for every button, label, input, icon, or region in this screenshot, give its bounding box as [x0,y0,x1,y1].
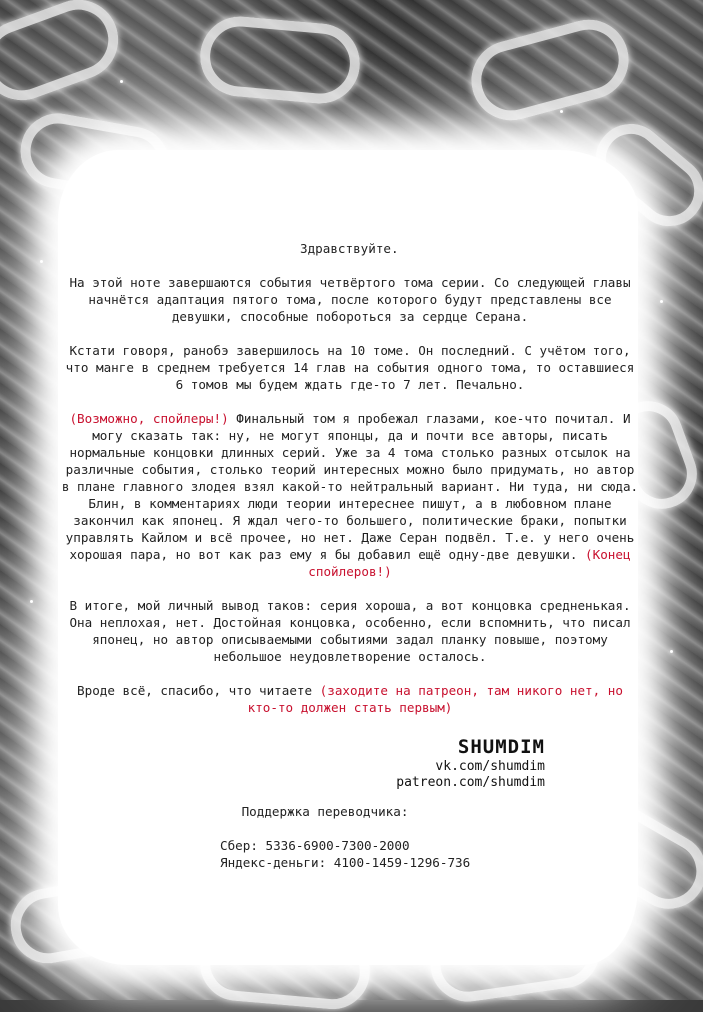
spoiler-text: Финальный том я пробежал глазами, кое-что почитал. И могу сказать так: ну, не могут японцы, да и почти все авторы, писать нормальные концовки длинных серий. Уже за 4 тома столько разных отсылок на различные события, столько теорий интересных можно было придумать, но автор в плане главного злодея взял какой-то нейтральный вариант. Ни туда, ни сюда. Блин, в комментариях люди теории интереснее пишут, а в любовном плане закончил как японец. Я ждал чего-то большего, политические браки, попытки управлять Кайлом и всё прочее, но нет. Даже Серан подвёл. Т.е. у него очень хорошая пара, но вот как раз ему я бы добавил ещё одну-две девушки. [61,411,639,562]
translator-note [60,240,640,733]
support-block [60,803,640,871]
paragraph-volume-end: На этой ноте завершаются события четвёртого тома серии. Со следующей главы начнётся адаптация пятого тома, после которого будут представлены все девушки, способные побороться за сердце Серана. [69,275,631,324]
translator-name: SHUMDIM [457,736,545,758]
sparkle [670,650,673,653]
patreon-link[interactable]: patreon.com/shumdim [396,775,545,790]
sber-card: Сбер: 5336-6900-7300-2000 [220,838,410,853]
sparkle [560,110,563,113]
paragraph-spoilers [60,410,640,580]
signature-block [396,735,545,791]
sparkle [40,260,43,263]
sparkle [120,80,123,83]
thanks-text: Вроде всё, спасибо, что читаете [77,683,320,698]
vk-link[interactable]: vk.com/shumdim [435,759,545,774]
support-heading: Поддержка переводчика: [241,804,409,819]
yandex-money: Яндекс-деньги: 4100-1459-1296-736 [220,855,471,870]
sparkle [660,300,663,303]
sparkle [30,600,33,603]
paragraph-conclusion: В итоге, мой личный вывод таков: серия хороша, а вот концовка средненькая. Она неплохая, нет. Достойная концовка, особенно, если вспомнить, что писал японец, но автор описываемыми событиями задал планку повыше, поэтому небольшое неудовлетворение осталось. [69,598,631,664]
paragraph-ranobe-end: Кстати говоря, ранобэ завершилось на 10 томе. Он последний. С учётом того, что манге в среднем требуется 14 глав на события одного тома, то оставшиеся 6 томов мы будем ждать где-то 7 лет. Печально. [65,343,635,392]
greeting: Здравствуйте. [300,241,399,256]
spoiler-end-label: (Конец спойлеров!) [308,547,631,579]
spoiler-start-label: (Возможно, спойлеры!) [69,411,229,426]
patreon-invite: (заходите на патреон, там никого нет, но кто-то должен стать первым) [247,683,623,715]
paragraph-thanks [60,682,640,716]
